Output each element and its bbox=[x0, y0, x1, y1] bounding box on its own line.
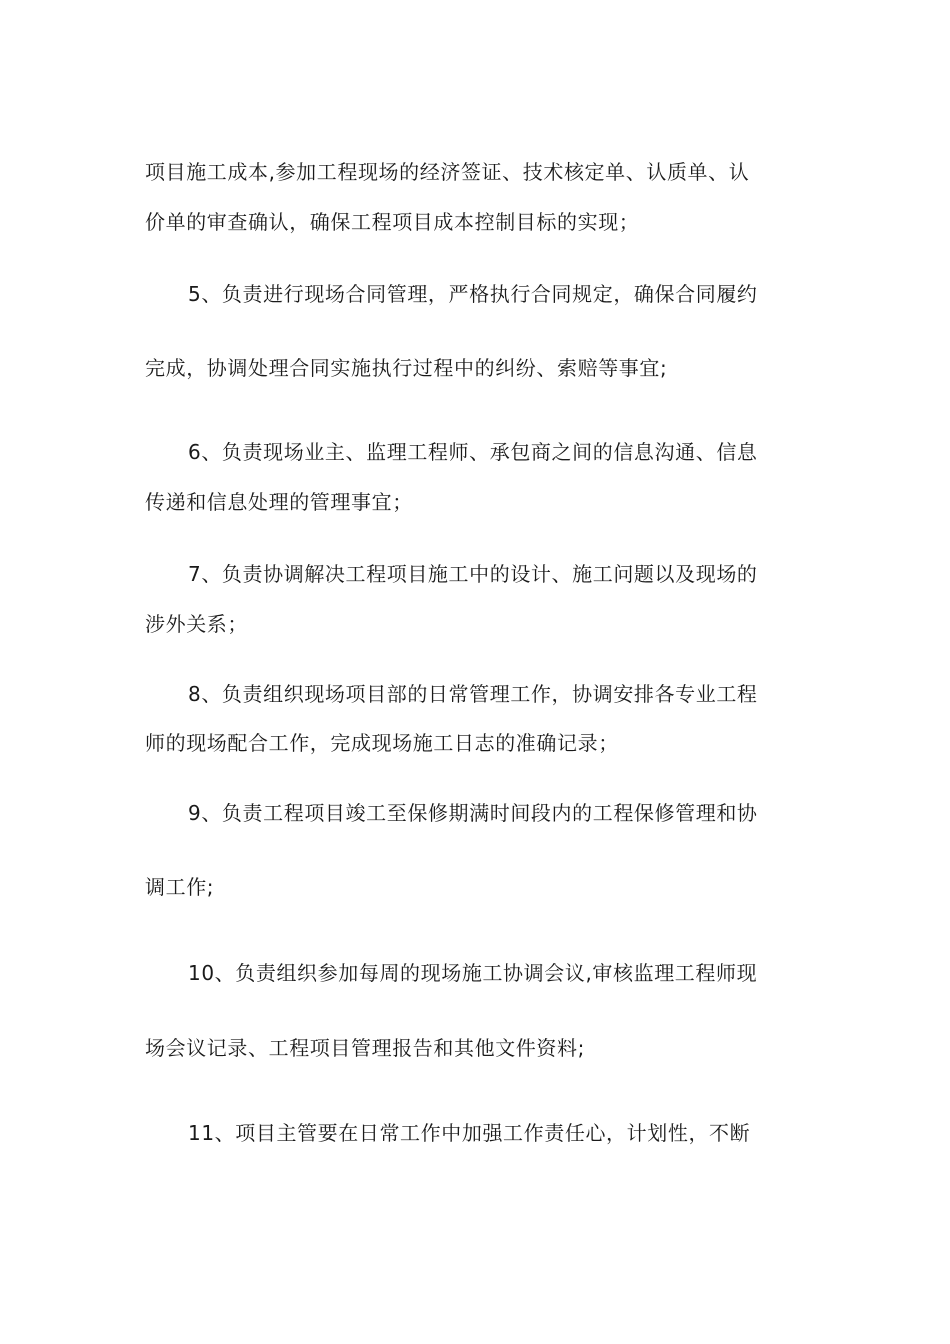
paragraph-line: 场会议记录、工程项目管理报告和其他文件资料; bbox=[145, 1036, 585, 1060]
paragraph-line: 5、负责进行现场合同管理，严格执行合同规定，确保合同履约 bbox=[188, 282, 758, 306]
paragraph-line: 完成，协调处理合同实施执行过程中的纠纷、索赔等事宜; bbox=[145, 356, 668, 380]
paragraph-line: 传递和信息处理的管理事宜； bbox=[145, 490, 413, 514]
paragraph-line: 项目施工成本,参加工程现场的经济签证、技术核定单、认质单、认 bbox=[145, 160, 750, 184]
paragraph-line: 6、负责现场业主、监理工程师、承包商之间的信息沟通、信息 bbox=[188, 440, 758, 464]
paragraph-line: 7、负责协调解决工程项目施工中的设计、施工问题以及现场的 bbox=[188, 562, 758, 586]
paragraph-line: 师的现场配合工作，完成现场施工日志的准确记录； bbox=[145, 731, 619, 755]
paragraph-line: 10、负责组织参加每周的现场施工协调会议,审核监理工程师现 bbox=[188, 961, 758, 985]
paragraph-line: 价单的审查确认，确保工程项目成本控制目标的实现； bbox=[145, 210, 640, 234]
paragraph-line: 涉外关系； bbox=[145, 612, 248, 636]
paragraph-line: 8、负责组织现场项目部的日常管理工作，协调安排各专业工程 bbox=[188, 682, 758, 706]
paragraph-line: 调工作; bbox=[145, 875, 215, 899]
paragraph-line: 9、负责工程项目竣工至保修期满时间段内的工程保修管理和协 bbox=[188, 801, 758, 825]
paragraph-line: 11、项目主管要在日常工作中加强工作责任心，计划性，不断 bbox=[188, 1121, 751, 1145]
